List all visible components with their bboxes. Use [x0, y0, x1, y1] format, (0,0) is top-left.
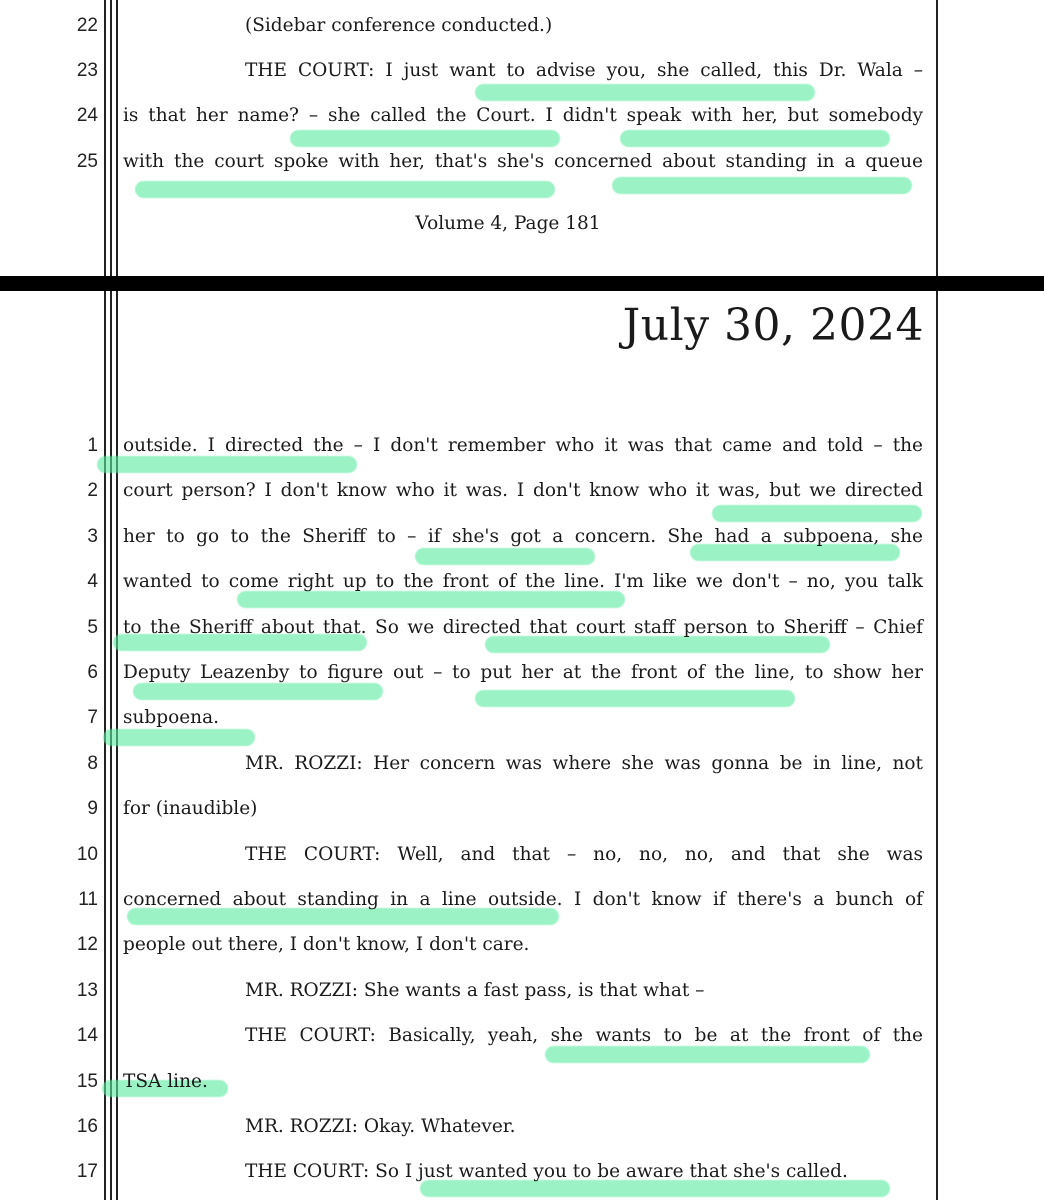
line-number: 9	[87, 798, 98, 820]
transcript-line	[123, 797, 923, 821]
transcript-line	[123, 525, 923, 549]
line-number: 14	[76, 1025, 98, 1047]
page-divider	[0, 276, 1044, 291]
highlight-mark	[712, 505, 922, 522]
line-number: 13	[76, 979, 98, 1001]
transcript-line-text: MR. ROZZI: Her concern was where she was gonna be in line, not	[245, 752, 923, 774]
line-number: 23	[76, 60, 98, 81]
transcript-line	[245, 1024, 923, 1048]
highlight-mark	[135, 181, 555, 198]
transcript-line-text: with the court spoke with her, that's she's concerned about standing in a queue	[123, 151, 923, 172]
transcript-line	[245, 752, 923, 776]
transcript-line-text: outside. I directed the – I don't remember who it was that came and told – the	[123, 435, 923, 456]
transcript-line	[123, 888, 923, 912]
highlight-mark	[475, 84, 815, 101]
margin-rule-left-2	[110, 0, 112, 1200]
line-number: 15	[76, 1070, 98, 1092]
line-number: 10	[76, 843, 98, 865]
transcript-line-text: subpoena.	[123, 707, 220, 729]
highlight-mark	[127, 908, 559, 925]
transcript-line-text: TSA line.	[123, 1070, 208, 1092]
date-heading: July 30, 2024	[622, 300, 924, 351]
line-number: 16	[76, 1116, 98, 1137]
transcript-line	[123, 661, 923, 685]
transcript-line	[123, 479, 923, 503]
highlight-mark	[612, 177, 912, 194]
highlight-mark	[620, 130, 890, 147]
highlight-mark	[545, 1046, 870, 1063]
line-number: 17	[76, 1161, 98, 1183]
transcript-line-text: THE COURT: Well, and that – no, no, no, and that she was	[245, 843, 923, 865]
transcript-line-text: (Sidebar conference conducted.)	[245, 15, 553, 36]
transcript-line-text: is that her name? – she called the Court. I didn't speak with her, but somebody	[123, 105, 923, 126]
line-number: 24	[76, 105, 98, 126]
transcript-line-text: her to go to the Sheriff to – if she's got a concern. She had a subpoena, she	[123, 525, 923, 547]
margin-rule-right	[936, 0, 938, 1200]
transcript-line	[123, 1070, 923, 1094]
highlight-mark	[420, 1180, 890, 1197]
highlight-mark	[237, 591, 625, 608]
line-number: 12	[76, 934, 98, 956]
transcript-line-text: people out there, I don't know, I don't care.	[123, 934, 530, 956]
transcript-line-text: Deputy Leazenby to figure out – to put her at the front of the line, to show her	[123, 662, 923, 683]
highlight-mark	[290, 130, 560, 147]
line-number: 3	[87, 525, 98, 547]
transcript-line	[123, 706, 923, 730]
line-number: 8	[87, 752, 98, 774]
highlight-mark	[485, 636, 830, 653]
highlight-mark	[475, 690, 795, 707]
transcript-line	[245, 843, 923, 867]
line-number: 22	[76, 15, 98, 36]
line-number: 5	[87, 616, 98, 638]
transcript-line	[245, 14, 923, 38]
transcript-line-text: concerned about standing in a line outside. I don't know if there's a bunch of	[123, 889, 923, 910]
transcript-line	[123, 150, 923, 174]
transcript-line	[123, 570, 923, 594]
transcript-line	[245, 1160, 923, 1184]
transcript-line-text: to the Sheriff about that. So we directed that court staff person to Sheriff – Chief	[123, 616, 923, 638]
highlight-mark	[415, 548, 595, 565]
transcript-line	[123, 616, 923, 640]
transcript-line-text: court person? I don't know who it was. I don't know who it was, but we directed	[123, 480, 923, 502]
transcript-line	[123, 434, 923, 458]
line-number: 11	[78, 889, 98, 910]
transcript-line-text: THE COURT: So I just wanted you to be aware that she's called.	[245, 1161, 848, 1183]
line-number: 25	[76, 151, 98, 172]
transcript-line-text: wanted to come right up to the front of the line. I'm like we don't – no, you talk	[123, 571, 923, 593]
transcript-line	[245, 979, 923, 1003]
transcript-line-text: for (inaudible)	[123, 798, 258, 820]
margin-rule-left-1	[104, 0, 106, 1200]
line-number: 1	[87, 435, 98, 456]
transcript-line-text: THE COURT: Basically, yeah, she wants to be at the front of the	[245, 1025, 923, 1047]
margin-rule-left-3	[116, 0, 118, 1200]
transcript-line	[123, 933, 923, 957]
highlight-mark	[97, 456, 357, 473]
transcript-line-text: MR. ROZZI: She wants a fast pass, is that what –	[245, 979, 705, 1001]
transcript-line	[245, 59, 923, 83]
transcript-line	[245, 1115, 923, 1139]
page-footer: Volume 4, Page 181	[415, 213, 601, 234]
transcript-line-text: THE COURT: I just want to advise you, she called, this Dr. Wala –	[245, 60, 923, 81]
line-number: 4	[87, 571, 98, 593]
line-number: 7	[87, 707, 98, 729]
line-number: 6	[87, 662, 98, 683]
transcript-line-text: MR. ROZZI: Okay. Whatever.	[245, 1116, 516, 1137]
highlight-mark	[133, 683, 383, 700]
highlight-mark	[103, 729, 255, 746]
line-number: 2	[87, 480, 98, 502]
transcript-line	[123, 104, 923, 128]
